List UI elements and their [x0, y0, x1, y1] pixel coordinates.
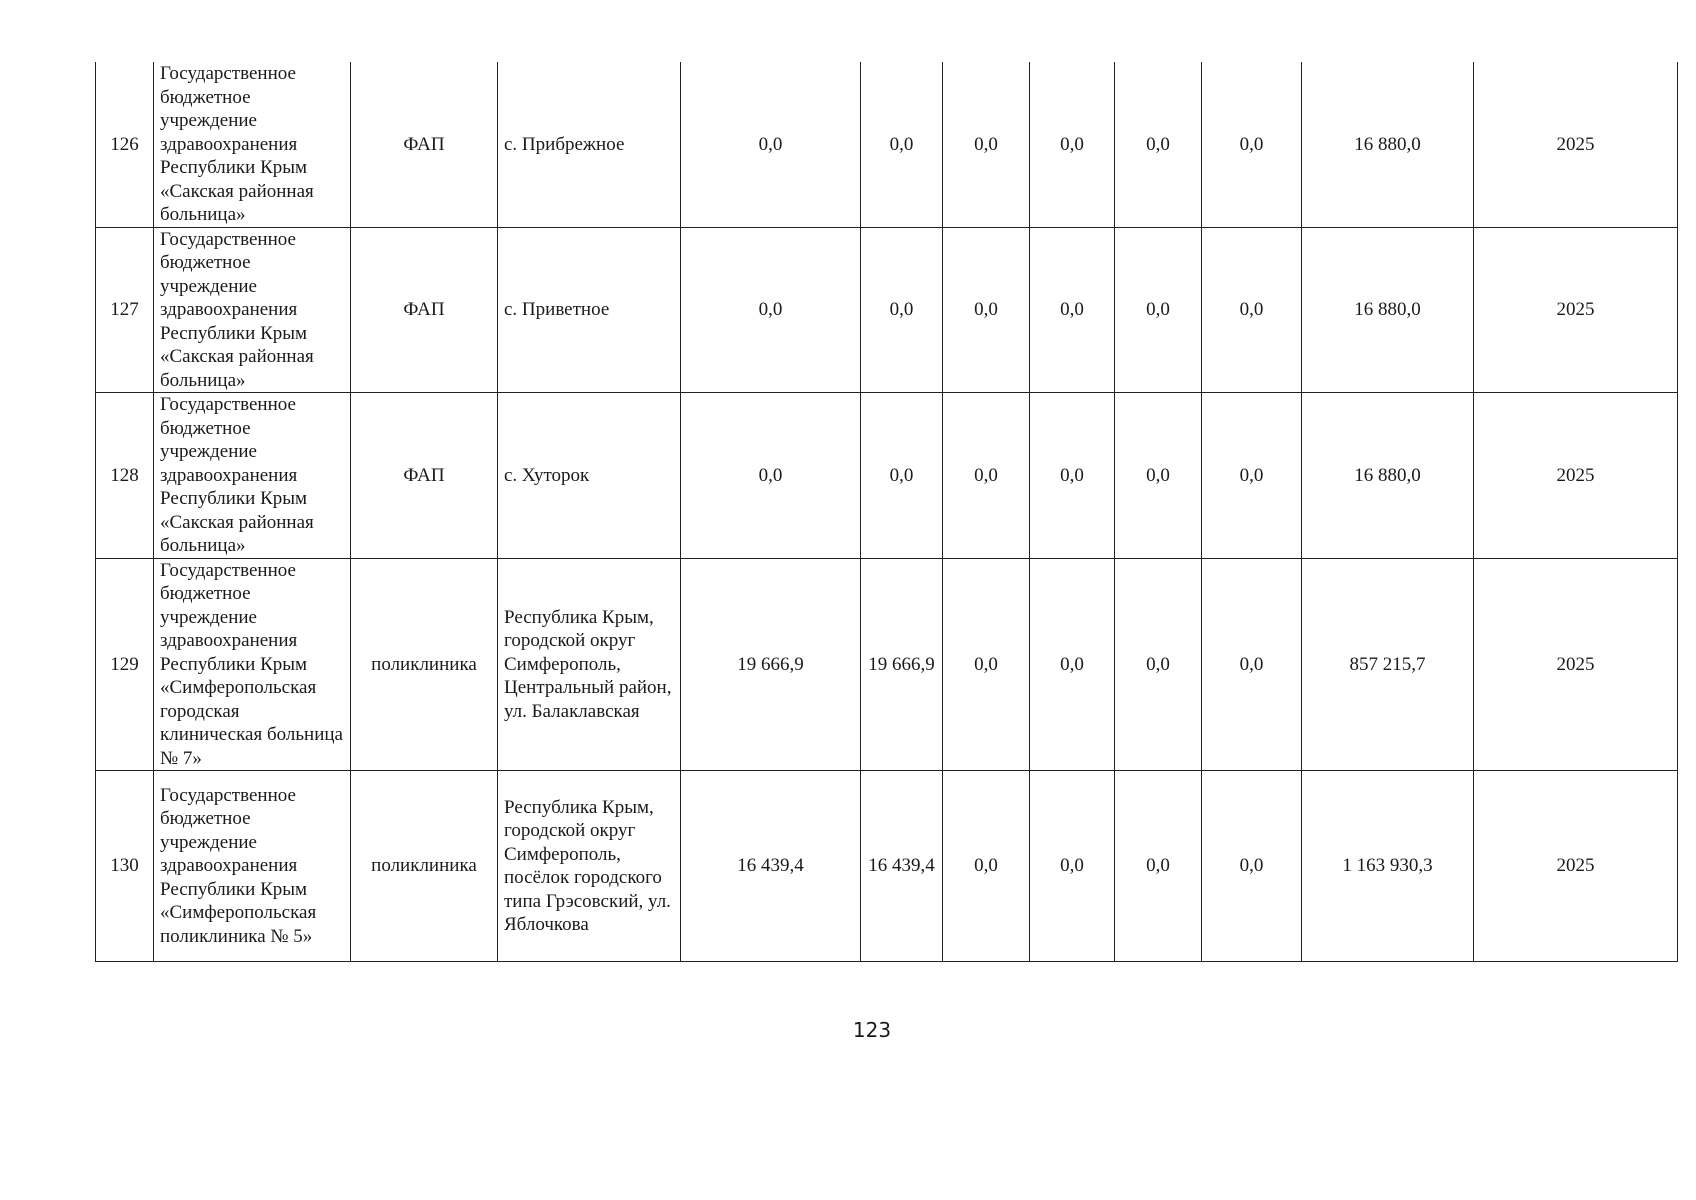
organization-name: Государственное бюджетное учреждение здравоохранения Республики Крым «Сакская районная больница»	[154, 393, 351, 559]
funding-value: 0,0	[943, 393, 1030, 559]
row-number: 130	[96, 771, 154, 962]
organization-name: Государственное бюджетное учреждение здравоохранения Республики Крым «Симферопольская городская клиническая больница № 7»	[154, 558, 351, 771]
organization-name: Государственное бюджетное учреждение здравоохранения Республики Крым «Сакская районная больница»	[154, 227, 351, 393]
funding-value: 0,0	[861, 62, 943, 227]
object-type: ФАП	[351, 227, 498, 393]
object-address: Республика Крым, городской округ Симферополь, Центральный район, ул. Балаклавская	[498, 558, 681, 771]
funding-value: 0,0	[1202, 393, 1302, 559]
funding-value: 0,0	[943, 558, 1030, 771]
funding-value: 0,0	[1115, 558, 1202, 771]
table-row	[96, 393, 1678, 559]
funding-value: 0,0	[1202, 771, 1302, 962]
table-row	[96, 558, 1678, 771]
funding-value: 0,0	[943, 771, 1030, 962]
row-number: 128	[96, 393, 154, 559]
funding-value: 0,0	[1202, 227, 1302, 393]
table-row	[96, 227, 1678, 393]
funding-value: 0,0	[1030, 771, 1115, 962]
table-row	[96, 771, 1678, 962]
funding-value: 16 880,0	[1302, 62, 1474, 227]
object-address: с. Хуторок	[498, 393, 681, 559]
funding-value: 0,0	[681, 62, 861, 227]
completion-year: 2025	[1474, 558, 1678, 771]
funding-value: 0,0	[943, 62, 1030, 227]
funding-value: 0,0	[1030, 558, 1115, 771]
funding-value: 0,0	[861, 227, 943, 393]
object-type: поликлиника	[351, 771, 498, 962]
objects-table	[95, 62, 1678, 962]
row-number: 127	[96, 227, 154, 393]
funding-value: 0,0	[681, 227, 861, 393]
funding-value: 19 666,9	[681, 558, 861, 771]
object-address: с. Прибрежное	[498, 62, 681, 227]
funding-value: 0,0	[1030, 227, 1115, 393]
completion-year: 2025	[1474, 771, 1678, 962]
funding-value: 1 163 930,3	[1302, 771, 1474, 962]
completion-year: 2025	[1474, 62, 1678, 227]
funding-value: 0,0	[1115, 227, 1202, 393]
funding-value: 857 215,7	[1302, 558, 1474, 771]
funding-value: 0,0	[1030, 393, 1115, 559]
funding-value: 0,0	[681, 393, 861, 559]
object-address: Республика Крым, городской округ Симферополь, посёлок городского типа Грэсовский, ул. Яблочкова	[498, 771, 681, 962]
object-type: поликлиника	[351, 558, 498, 771]
funding-value: 16 439,4	[681, 771, 861, 962]
organization-name: Государственное бюджетное учреждение здравоохранения Республики Крым «Сакская районная больница»	[154, 62, 351, 227]
completion-year: 2025	[1474, 393, 1678, 559]
object-type: ФАП	[351, 62, 498, 227]
funding-value: 0,0	[1115, 393, 1202, 559]
table-row	[96, 62, 1678, 227]
funding-value: 0,0	[943, 227, 1030, 393]
funding-value: 0,0	[861, 393, 943, 559]
object-type: ФАП	[351, 393, 498, 559]
funding-value: 16 880,0	[1302, 393, 1474, 559]
funding-value: 0,0	[1115, 771, 1202, 962]
row-number: 129	[96, 558, 154, 771]
funding-value: 0,0	[1030, 62, 1115, 227]
funding-value: 19 666,9	[861, 558, 943, 771]
funding-value: 0,0	[1115, 62, 1202, 227]
organization-name: Государственное бюджетное учреждение здравоохранения Республики Крым «Симферопольская поликлиника № 5»	[154, 771, 351, 962]
funding-value: 0,0	[1202, 62, 1302, 227]
object-address: с. Приветное	[498, 227, 681, 393]
row-number: 126	[96, 62, 154, 227]
funding-value: 0,0	[1202, 558, 1302, 771]
funding-value: 16 880,0	[1302, 227, 1474, 393]
page-number: 123	[852, 1018, 892, 1042]
table-body	[96, 62, 1678, 962]
funding-value: 16 439,4	[861, 771, 943, 962]
completion-year: 2025	[1474, 227, 1678, 393]
